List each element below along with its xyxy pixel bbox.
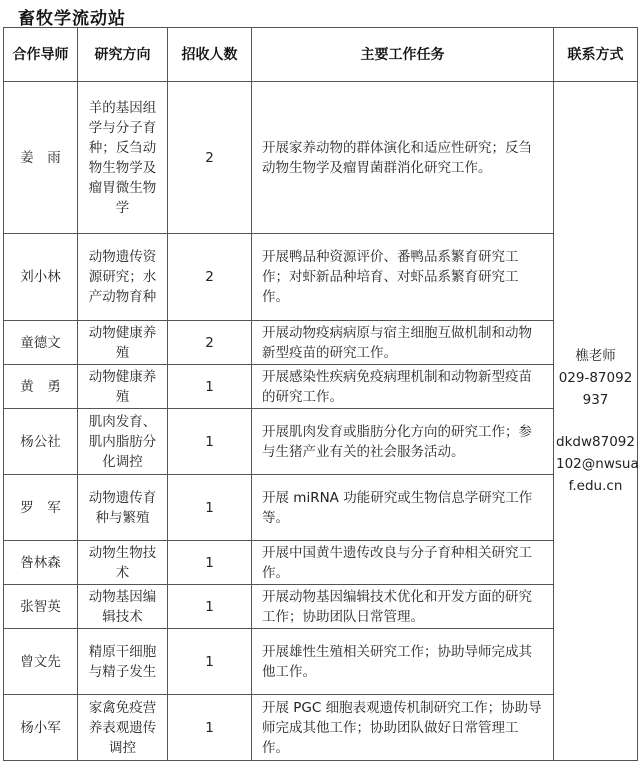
supervisor-name: 昝林森 bbox=[4, 541, 78, 585]
page-title: 畜牧学流动站 bbox=[18, 9, 126, 29]
main-task: 开展鸭品种资源评价、番鸭品系繁育研究工作；对虾新品种培育、对虾品系繁育研究工作。 bbox=[252, 234, 554, 321]
contact-email-part2: 102@nwsua bbox=[556, 456, 639, 472]
research-direction: 动物遗传育种与繁殖 bbox=[78, 475, 168, 541]
supervisor-name: 姜 雨 bbox=[4, 82, 78, 234]
main-task: 开展 PGC 细胞表观遗传机制研究工作；协助导师完成其他工作；协助团队做好日常管理工作。 bbox=[252, 695, 554, 761]
supervisor-name: 张智英 bbox=[4, 585, 78, 629]
header-count: 招收人数 bbox=[168, 28, 252, 82]
supervisor-name: 童德文 bbox=[4, 321, 78, 365]
enrollment-count: 1 bbox=[168, 629, 252, 695]
table-row bbox=[4, 629, 638, 695]
header-direction: 研究方向 bbox=[78, 28, 168, 82]
main-task: 开展中国黄牛遗传改良与分子育种相关研究工作。 bbox=[252, 541, 554, 585]
supervisor-name: 杨公社 bbox=[4, 409, 78, 475]
research-direction: 动物健康养殖 bbox=[78, 321, 168, 365]
enrollment-count: 2 bbox=[168, 82, 252, 234]
contact-gap bbox=[556, 411, 635, 431]
contact-email-part3: f.edu.cn bbox=[568, 478, 623, 494]
main-task: 开展雄性生殖相关研究工作；协助导师完成其他工作。 bbox=[252, 629, 554, 695]
research-direction: 羊的基因组学与分子育种；反刍动物生物学及瘤胃微生物学 bbox=[78, 82, 168, 234]
research-direction: 动物健康养殖 bbox=[78, 365, 168, 409]
supervisor-name: 刘小林 bbox=[4, 234, 78, 321]
enrollment-count: 1 bbox=[168, 475, 252, 541]
research-direction: 动物生物技术 bbox=[78, 541, 168, 585]
research-direction: 肌肉发育、肌内脂肪分化调控 bbox=[78, 409, 168, 475]
supervisor-name: 黄 勇 bbox=[4, 365, 78, 409]
contact-phone-part2: 937 bbox=[582, 392, 609, 408]
supervisor-name: 罗 军 bbox=[4, 475, 78, 541]
table-header-row bbox=[4, 28, 638, 82]
main-task: 开展肌肉发育或脂肪分化方向的研究工作；参与生猪产业有关的社会服务活动。 bbox=[252, 409, 554, 475]
enrollment-count: 2 bbox=[168, 234, 252, 321]
enrollment-count: 1 bbox=[168, 695, 252, 761]
table-row bbox=[4, 82, 638, 234]
enrollment-count: 1 bbox=[168, 541, 252, 585]
header-supervisor: 合作导师 bbox=[4, 28, 78, 82]
research-direction: 动物基因编辑技术 bbox=[78, 585, 168, 629]
enrollment-count: 2 bbox=[168, 321, 252, 365]
header-task: 主要工作任务 bbox=[252, 28, 554, 82]
main-task: 开展动物基因编辑技术优化和开发方面的研究工作；协助团队日常管理。 bbox=[252, 585, 554, 629]
contact-info bbox=[554, 82, 638, 761]
main-task: 开展 miRNA 功能研究或生物信息学研究工作等。 bbox=[252, 475, 554, 541]
research-direction: 家禽免疫营养表观遗传调控 bbox=[78, 695, 168, 761]
postdoc-table bbox=[3, 27, 638, 761]
enrollment-count: 1 bbox=[168, 409, 252, 475]
research-direction: 动物遗传资源研究；水产动物育种 bbox=[78, 234, 168, 321]
main-task: 开展感染性疾病免疫病理机制和动物新型疫苗的研究工作。 bbox=[252, 365, 554, 409]
table-row bbox=[4, 321, 638, 365]
research-direction: 精原干细胞与精子发生 bbox=[78, 629, 168, 695]
enrollment-count: 1 bbox=[168, 585, 252, 629]
contact-phone-part1: 029-87092 bbox=[558, 370, 633, 386]
table-row bbox=[4, 475, 638, 541]
main-task: 开展动物疫病病原与宿主细胞互做机制和动物新型疫苗的研究工作。 bbox=[252, 321, 554, 365]
enrollment-count: 1 bbox=[168, 365, 252, 409]
table-row bbox=[4, 234, 638, 321]
contact-name: 樵老师 bbox=[575, 348, 616, 364]
table-row bbox=[4, 409, 638, 475]
supervisor-name: 曾文先 bbox=[4, 629, 78, 695]
table-row bbox=[4, 695, 638, 761]
contact-email-part1: dkdw87092 bbox=[556, 434, 635, 450]
table-row bbox=[4, 541, 638, 585]
table-row bbox=[4, 365, 638, 409]
supervisor-name: 杨小军 bbox=[4, 695, 78, 761]
header-contact: 联系方式 bbox=[554, 28, 638, 82]
main-task: 开展家养动物的群体演化和适应性研究；反刍动物生物学及瘤胃菌群消化研究工作。 bbox=[252, 82, 554, 234]
table-row bbox=[4, 585, 638, 629]
